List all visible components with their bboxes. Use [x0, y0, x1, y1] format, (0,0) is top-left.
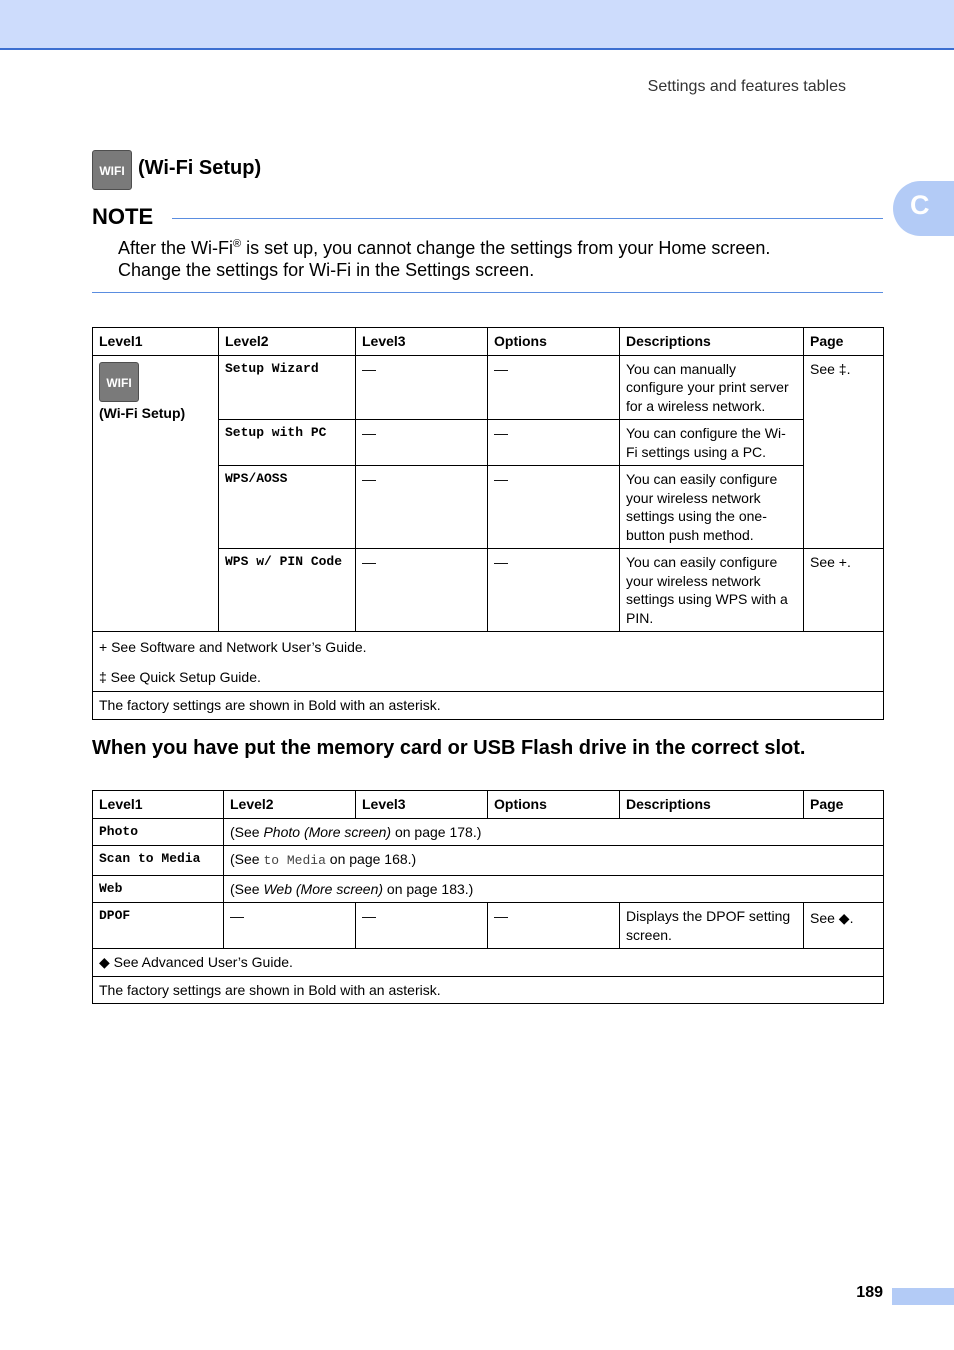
- header-page: Page: [804, 791, 884, 819]
- options-cell: —: [488, 903, 620, 949]
- page-cell: See ‡.: [804, 355, 884, 549]
- table-row: [93, 875, 884, 903]
- chapter-tab-letter: C: [910, 190, 930, 220]
- section2-title: When you have put the memory card or USB Flash drive in the correct slot.: [92, 737, 806, 759]
- factory-note: The factory settings are shown in Bold with an asterisk.: [93, 692, 884, 720]
- header-level1: Level1: [93, 328, 219, 356]
- header-level1: Level1: [93, 791, 224, 819]
- description-cell: Displays the DPOF setting screen.: [620, 903, 804, 949]
- level1-cell: [93, 355, 219, 632]
- options-cell: —: [488, 355, 620, 420]
- see-reference-cell: (See Photo (More screen) on page 178.): [224, 818, 884, 846]
- level1-cell: Photo: [93, 818, 224, 846]
- header-options: Options: [488, 791, 620, 819]
- factory-note-row: [93, 692, 884, 720]
- note-body: [118, 233, 878, 281]
- see-reference-cell: (See to Media on page 168.): [224, 846, 884, 876]
- page-cell: See +.: [804, 549, 884, 632]
- note-line-1: After the Wi-Fi® is set up, you cannot change the settings from your Home screen.: [118, 238, 771, 258]
- level1-cell: DPOF: [93, 903, 224, 949]
- level2-cell: WPS/AOSS: [219, 466, 356, 549]
- chapter-tab: [893, 181, 954, 236]
- description-cell: You can manually configure your print server for a wireless network.: [620, 355, 804, 420]
- wifi-icon: WIFI: [92, 150, 132, 190]
- level3-cell: —: [356, 903, 488, 949]
- level1-cell: Scan to Media: [93, 846, 224, 876]
- factory-note-row: [93, 976, 884, 1004]
- header-level3: Level3: [356, 791, 488, 819]
- memory-card-table: [92, 790, 884, 1004]
- section-title: (Wi-Fi Setup): [138, 157, 262, 179]
- table-row: [93, 355, 884, 420]
- level3-cell: —: [356, 549, 488, 632]
- level2-cell: Setup with PC: [219, 420, 356, 466]
- header-level2: Level2: [219, 328, 356, 356]
- description-cell: You can configure the Wi-Fi settings using a PC.: [620, 420, 804, 466]
- footnote-plus: + See Software and Network User’s Guide.: [99, 639, 367, 655]
- table-header-row: [93, 791, 884, 819]
- note-line-2: Change the settings for Wi-Fi in the Settings screen.: [118, 260, 535, 280]
- table-row: [93, 903, 884, 949]
- footnote-diamond: ◆ See Advanced User’s Guide.: [93, 949, 884, 977]
- table-row: [93, 818, 884, 846]
- footnote-row: [93, 632, 884, 692]
- table-row: [93, 846, 884, 876]
- header-options: Options: [488, 328, 620, 356]
- top-banner: [0, 0, 954, 50]
- note-rule-top: [172, 218, 883, 219]
- level3-cell: —: [356, 466, 488, 549]
- wifi-icon: WIFI: [99, 362, 139, 402]
- footnote-row: [93, 949, 884, 977]
- header-descriptions: Descriptions: [620, 328, 804, 356]
- header-page: Page: [804, 328, 884, 356]
- table-header-row: [93, 328, 884, 356]
- header-level3: Level3: [356, 328, 488, 356]
- level1-label: (Wi-Fi Setup): [99, 404, 186, 421]
- level2-cell: WPS w/ PIN Code: [219, 549, 356, 632]
- level2-cell: —: [224, 903, 356, 949]
- header-descriptions: Descriptions: [620, 791, 804, 819]
- level3-cell: —: [356, 355, 488, 420]
- level2-cell: Setup Wizard: [219, 355, 356, 420]
- level1-cell: Web: [93, 875, 224, 903]
- header-level2: Level2: [224, 791, 356, 819]
- see-reference-cell: (See Web (More screen) on page 183.): [224, 875, 884, 903]
- description-cell: You can easily configure your wireless network settings using the one-button push method.: [620, 466, 804, 549]
- footnote-dagger: ‡ See Quick Setup Guide.: [99, 669, 261, 685]
- note-title: NOTE: [92, 204, 154, 229]
- running-header: Settings and features tables: [647, 78, 846, 95]
- options-cell: —: [488, 549, 620, 632]
- page-cell: See ◆.: [804, 903, 884, 949]
- page-number: 189: [856, 1284, 883, 1301]
- description-cell: You can easily configure your wireless network settings using WPS with a PIN.: [620, 549, 804, 632]
- options-cell: —: [488, 466, 620, 549]
- footnotes-cell: [93, 632, 884, 692]
- options-cell: —: [488, 420, 620, 466]
- factory-note: The factory settings are shown in Bold with an asterisk.: [93, 976, 884, 1004]
- wifi-settings-table: [92, 327, 884, 720]
- page-number-bar: [892, 1288, 954, 1305]
- level3-cell: —: [356, 420, 488, 466]
- note-rule-bottom: [92, 292, 883, 293]
